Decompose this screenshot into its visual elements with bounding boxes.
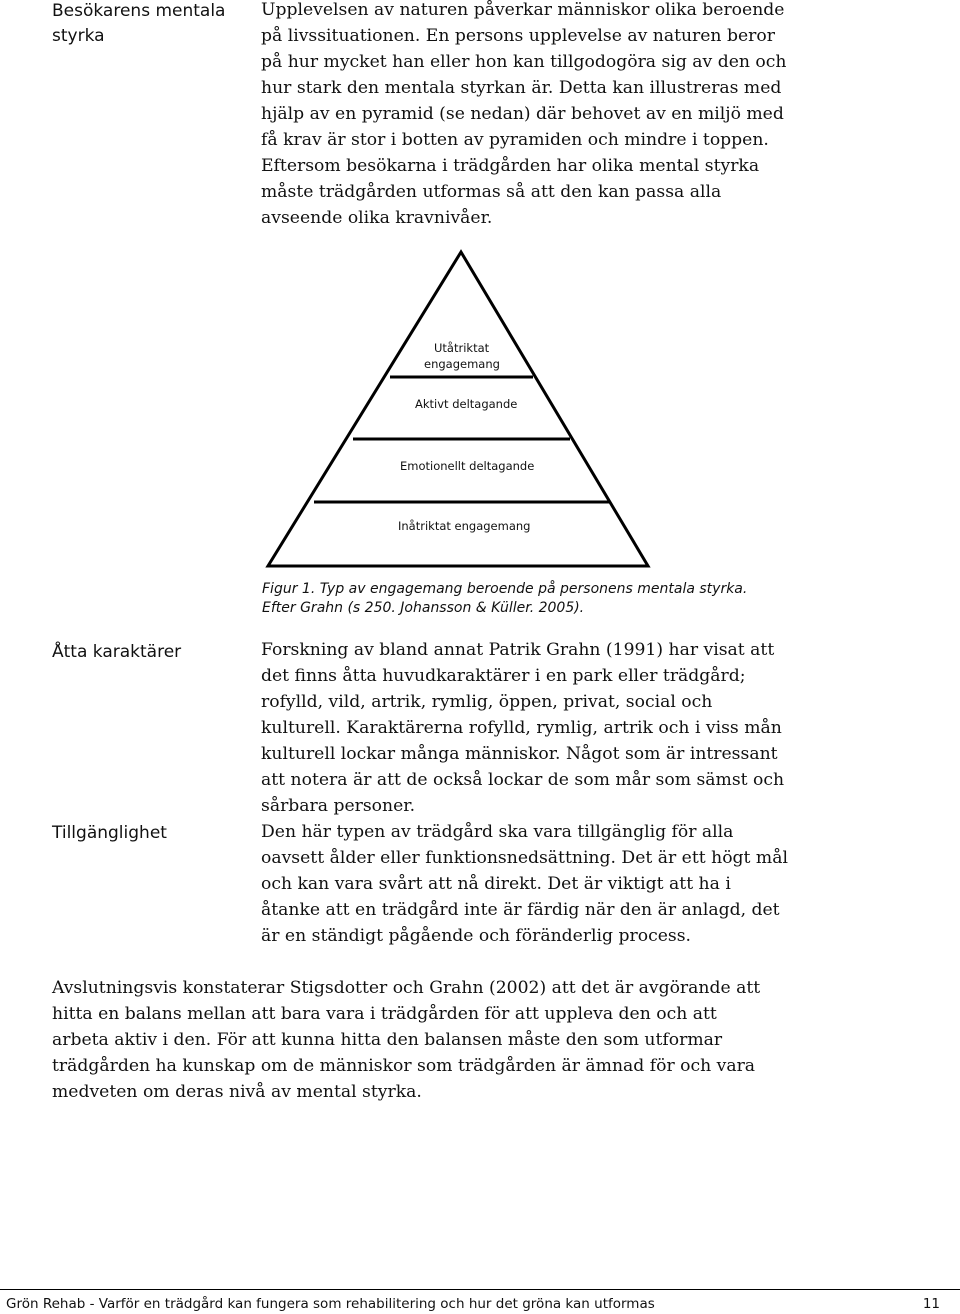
paragraph-conclusion (52, 975, 772, 1105)
figure-caption-line-2: Efter Grahn (s 250. Johansson & Küller. 2005). (262, 600, 585, 616)
paragraph-text: Den här typen av trädgård ska vara tillgänglig för alla oavsett ålder eller funktionsnedsättning. Det är ett högt mål och kan vara svårt att nå direkt. Det är viktigt att ha i åtanke att en trädgård inte är färdig när den är anlagd, det är en ständigt pågående och föränderlig process. (261, 822, 788, 946)
side-heading-accessibility: Tillgänglighet (52, 823, 167, 843)
page-number: 11 (922, 1296, 940, 1312)
engagement-pyramid-figure (262, 248, 654, 572)
paragraph-eight-characters (261, 637, 791, 819)
pyramid-level-outward-line1: Utåtriktat (434, 341, 490, 355)
footer-title: Grön Rehab - Varför en trädgård kan fungera som rehabilitering och hur det gröna kan utformas (6, 1296, 655, 1312)
paragraph-text: Upplevelsen av naturen påverkar människor olika beroende på livssituationen. En persons upplevelse av naturen beror på hur mycket han eller hon kan tillgodogöra sig av den och hur stark den mentala styrkan är. Detta kan illustreras med hjälp av en pyramid (se nedan) där behovet av en miljö med få krav är stor i botten av pyramiden och mindre i toppen. Eftersom besökarna i trädgården har olika mental styrka måste trädgården utformas så att den kan passa alla avseende olika kravnivåer. (261, 0, 787, 228)
pyramid-level-inward: Inåtriktat engagemang (398, 519, 531, 533)
page-footer (6, 1295, 940, 1313)
pyramid-level-emotional: Emotionellt deltagande (400, 459, 535, 473)
footer-divider (0, 1289, 960, 1290)
side-heading-eight-characters: Åtta karaktärer (52, 642, 182, 662)
paragraph-mental-strength (261, 0, 791, 231)
pyramid-level-outward-line2: engagemang (424, 357, 500, 371)
paragraph-text: Avslutningsvis konstaterar Stigsdotter och Grahn (2002) att det är avgörande att hitta en balans mellan att bara vara i trädgården för att uppleva den och att arbeta aktiv i den. För att kunna hitta den balansen måste den som utformar trädgården ha kunskap om de människor som trädgården är ämnad för och vara medveten om deras nivå av mental styrka. (52, 978, 761, 1102)
paragraph-text: Forskning av bland annat Patrik Grahn (1991) har visat att det finns åtta huvudkaraktärer i en park eller trädgård; rofylld, vild, artrik, rymlig, öppen, privat, social och kulturell. Karaktärerna rofylld, rymlig, artrik och i viss mån kulturell lockar många människor. Något som är intressant att notera är att de också lockar de som mår som sämst och sårbara personer. (261, 640, 785, 816)
figure-caption-line-1: Figur 1. Typ av engagemang beroende på personens mentala styrka. (262, 581, 748, 597)
side-heading-mental-strength: Besökarens mentala styrka (52, 1, 226, 46)
paragraph-accessibility (261, 819, 791, 949)
pyramid-level-active: Aktivt deltagande (415, 397, 518, 411)
figure-caption (262, 580, 822, 618)
